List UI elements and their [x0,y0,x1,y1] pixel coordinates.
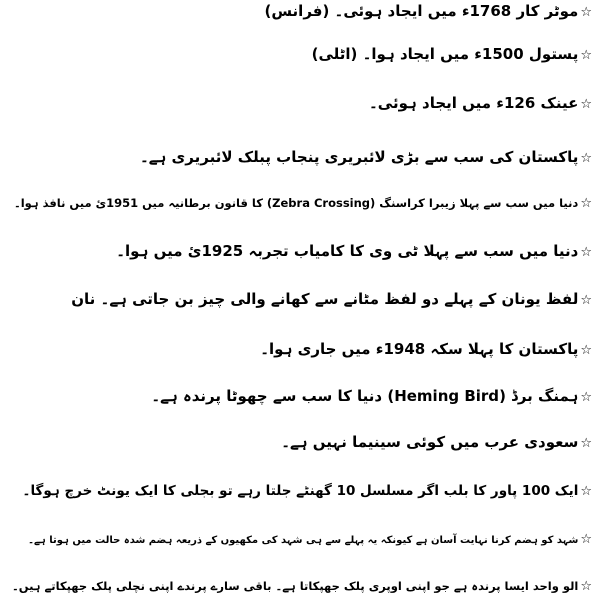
star-icon: ☆ [580,48,592,63]
fact-text: پستول 1500ء میں ایجاد ہوا۔ (اٹلی) [311,45,579,63]
star-icon: ☆ [580,532,592,547]
star-icon: ☆ [580,196,592,211]
fact-item [8,92,592,116]
fact-item [8,146,592,170]
fact-item [8,288,592,312]
fact-text: الو واحد ایسا پرندہ ہے جو اپنی اوپری پلک جھپکاتا ہے۔ باقی سارے پرندے اپنی نچلی پلک جھپکاتے ہیں۔ [12,579,579,593]
fact-text: پاکستان کا پہلا سکہ 1948ء میں جاری ہوا۔ [260,340,579,358]
fact-item [8,529,592,552]
fact-item [8,431,592,455]
fact-text: شہد کو ہضم کرنا نہایت آسان ہے کیونکہ یہ پہلے سے ہی شہد کی مکھیوں کے ذریعہ ہضم شدہ حالت میں ہوتا ہے۔ [28,535,579,546]
star-icon: ☆ [580,97,592,112]
fact-text: دنیا میں سب سے پہلا زیبرا کراسنگ (Zebra Crossing) کا قانون برطانیہ میں 1951ئ میں نافذ ہوا۔ [13,196,579,210]
fact-text: سعودی عرب میں کوئی سینیما نہیں ہے۔ [281,433,579,451]
fact-text: ایک 100 پاور کا بلب اگر مسلسل 10 گھنٹے جلتا رہے تو بجلی کا ایک یونٹ خرچ ہوگا۔ [22,483,579,499]
fact-text: دنیا میں سب سے پہلا ٹی وی کا کامیاب تجربہ 1925ئ میں ہوا۔ [116,242,579,260]
star-icon: ☆ [580,245,592,260]
fact-item [8,43,592,67]
star-icon: ☆ [580,151,592,166]
star-icon: ☆ [580,484,592,499]
star-icon: ☆ [580,293,592,308]
star-icon: ☆ [580,579,592,594]
fact-item [8,338,592,362]
fact-text: ہمنگ برڈ (Heming Bird) دنیا کا سب سے چھوٹا پرندہ ہے۔ [151,387,579,405]
fact-item [8,575,592,598]
fact-text: موٹر کار 1768ء میں ایجاد ہوئی۔ (فرانس) [264,2,579,20]
fact-item [8,0,592,24]
fact-text: پاکستان کی سب سے بڑی لائبریری پنجاب پبلک لائبریری ہے۔ [139,148,579,166]
fact-text: عینک 126ء میں ایجاد ہوئی۔ [369,94,579,112]
fact-item [8,480,592,503]
star-icon: ☆ [580,436,592,451]
fact-text: لفظ یونان کے پہلے دو لفظ مٹانے سے کھانے والی چیز بن جاتی ہے۔ نان [71,290,579,308]
fact-item [8,192,592,215]
star-icon: ☆ [580,343,592,358]
star-icon: ☆ [580,390,592,405]
fact-item [8,385,592,409]
fact-item [8,240,592,264]
star-icon: ☆ [580,5,592,20]
